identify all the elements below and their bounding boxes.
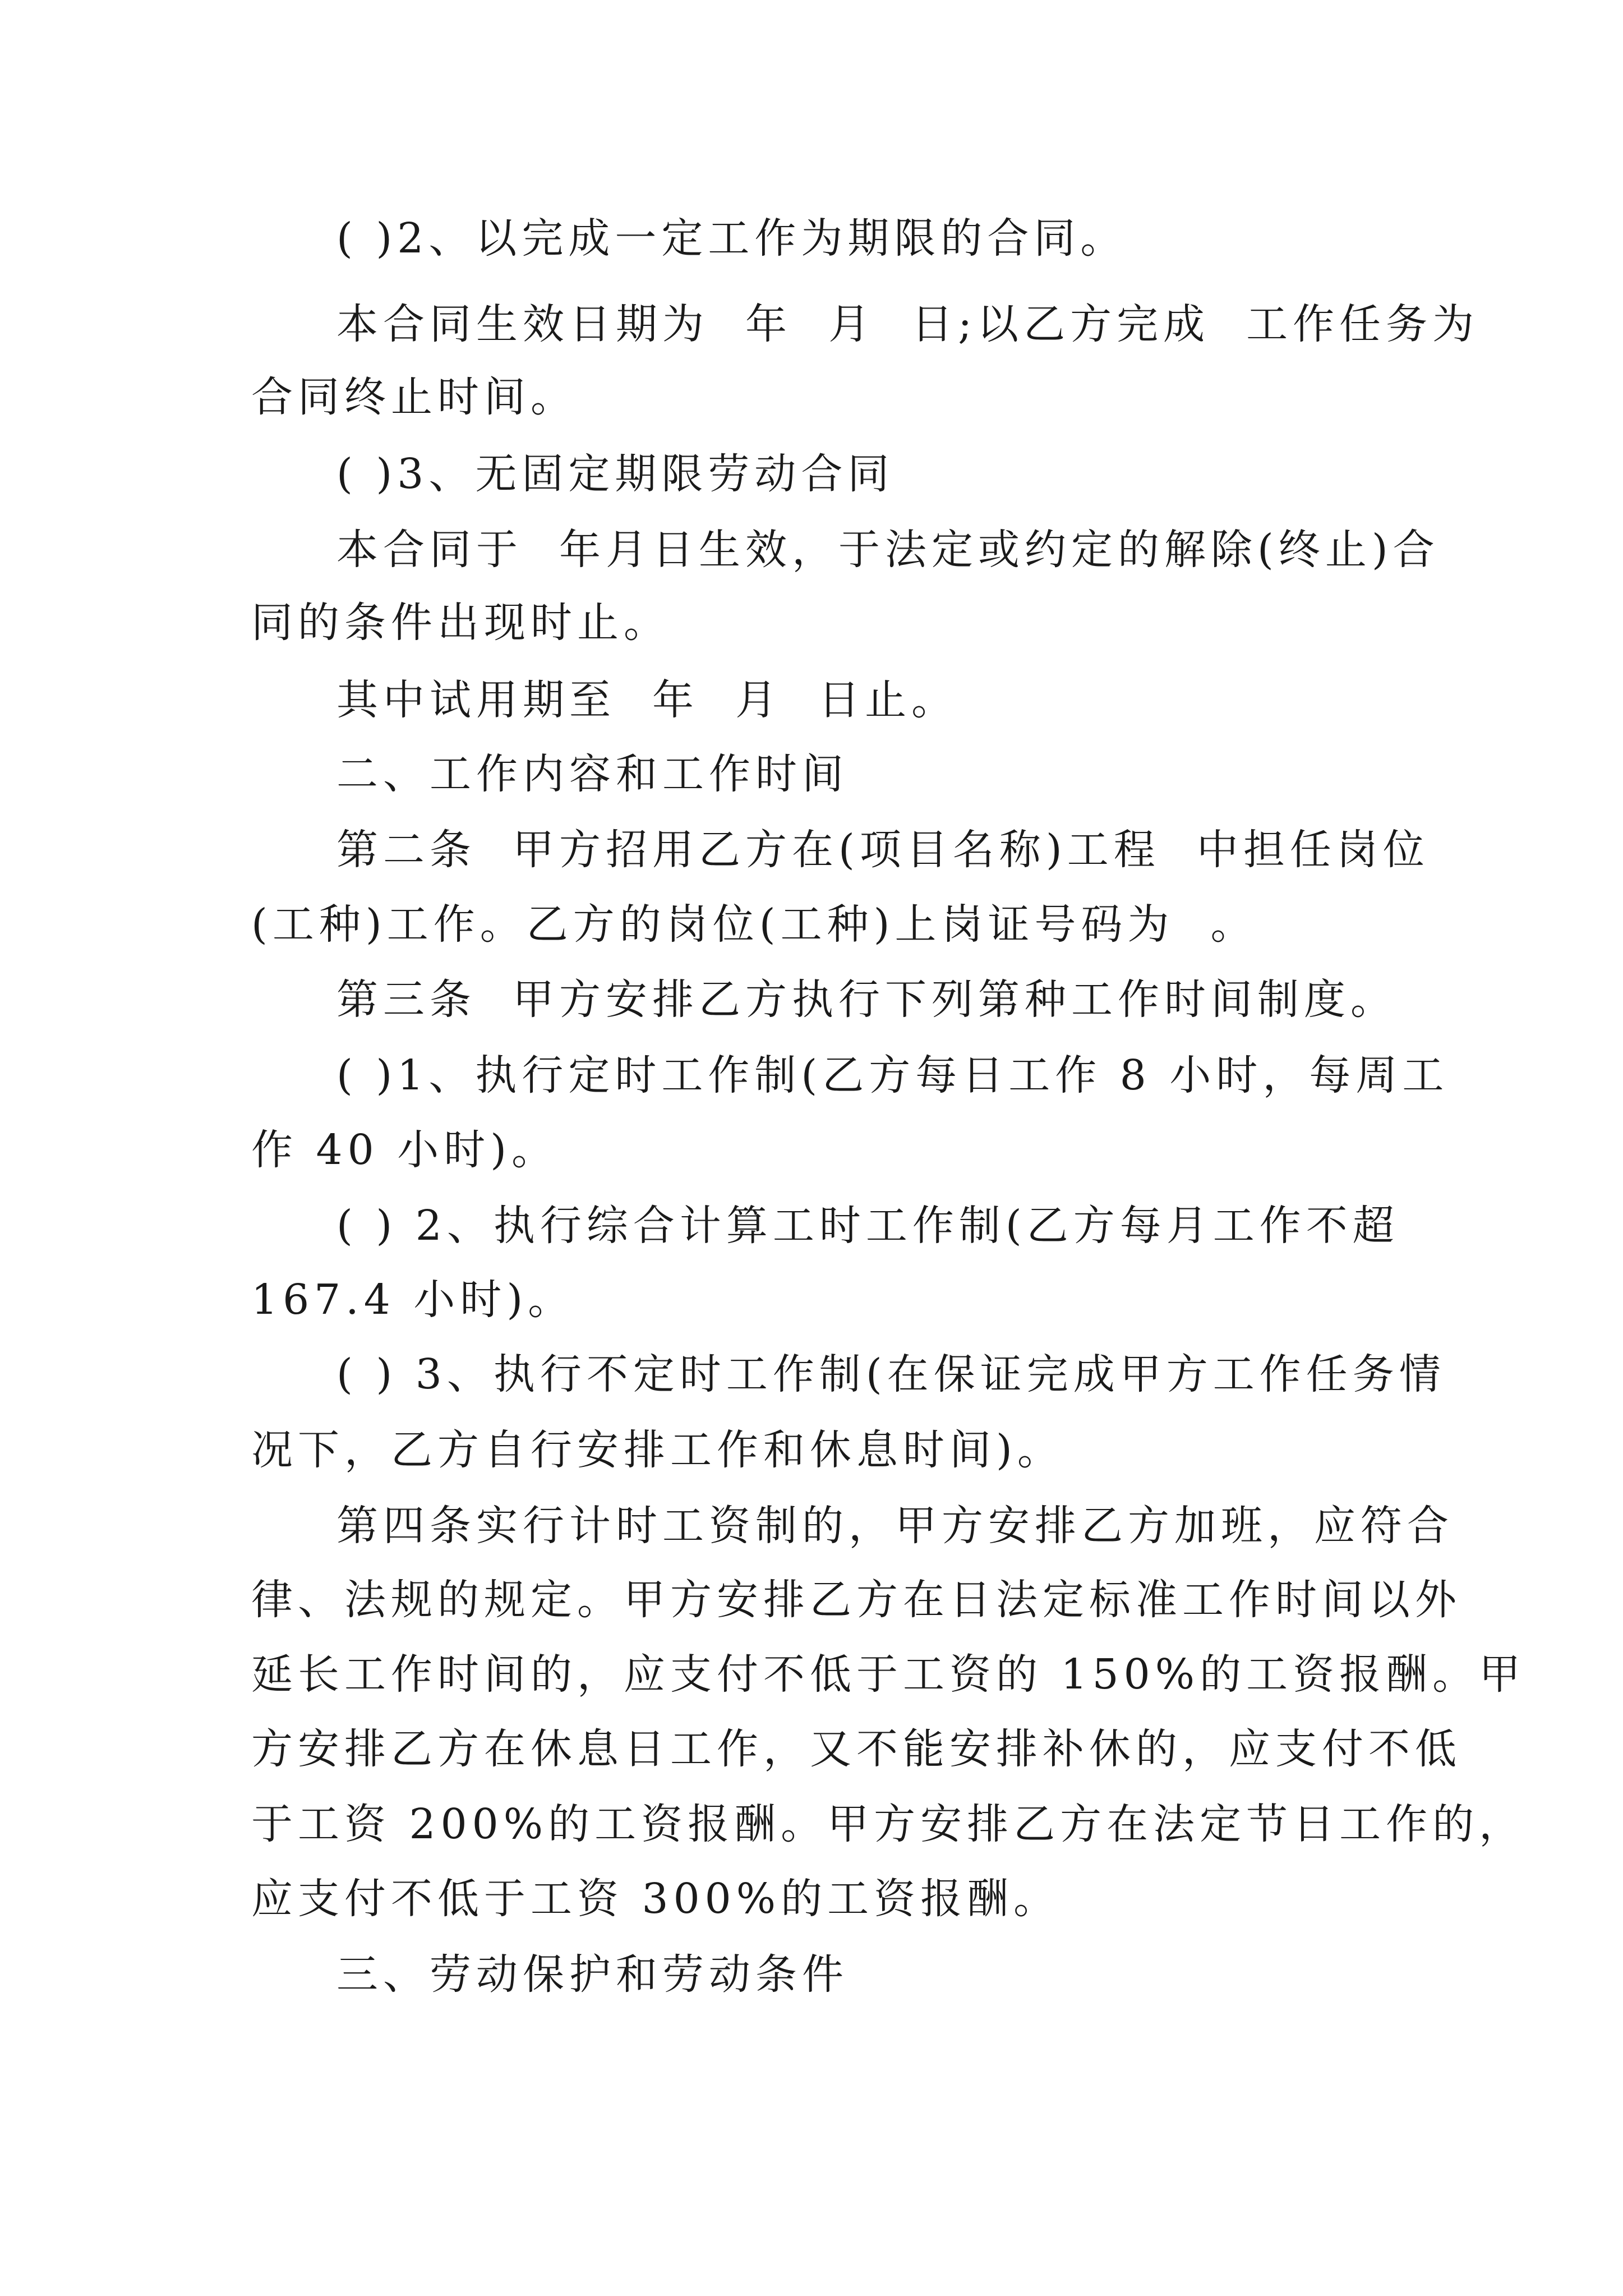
section-heading-work-content: 二、工作内容和工作时间 [336,750,849,798]
article-4-text-cont-3: 方安排乙方在休息日工作，又不能安排补休的，应支付不低 [251,1725,1461,1773]
clause-option-comprehensive-hours: ( ) 2、执行综合计算工时工作制(乙方每月工作不超 [336,1202,1399,1250]
paragraph-contract-validity-cont: 同的条件出现时止。 [251,599,670,647]
clause-option-flexible-hours: ( ) 3、执行不定时工作制(在保证完成甲方工作任务情 [336,1350,1446,1398]
paragraph-effective-date-cont: 合同终止时间。 [251,373,577,421]
article-4-text-cont-4: 于工资 200%的工资报酬。甲方安排乙方在法定节日工作的， [251,1800,1526,1848]
clause-option-comprehensive-cont: 167.4 小时)。 [251,1276,575,1324]
clause-option-flexible-hours-cont: 况下，乙方自行安排工作和休息时间)。 [251,1426,1064,1474]
article-4-text: 第四条实行计时工资制的，甲方安排乙方加班，应符合 [336,1502,1454,1550]
paragraph-probation-period: 其中试用期至 年 月 日止。 [336,676,958,724]
clause-option-open-ended-contract: ( )3、无固定期限劳动合同 [336,450,895,498]
article-2-text-cont: (工种)工作。乙方的岗位(工种)上岗证号码为 。 [251,900,1257,949]
paragraph-effective-date: 本合同生效日期为 年 月 日;以乙方完成 工作任务为 [336,300,1479,348]
article-4-text-cont-1: 律、法规的规定。甲方安排乙方在日法定标准工作时间以外 [251,1576,1461,1624]
article-2-text: 第二条 甲方招用乙方在(项目名称)工程 中担任岗位 [336,826,1430,874]
clause-option-standard-hours: ( )1、执行定时工作制(乙方每日工作 8 小时，每周工 [336,1051,1449,1099]
article-4-text-cont-5: 应支付不低于工资 300%的工资报酬。 [251,1875,1061,1923]
section-heading-labor-protection: 三、劳动保护和劳动条件 [336,1950,849,1999]
paragraph-contract-validity: 本合同于 年月日生效，于法定或约定的解除(终止)合 [336,526,1440,574]
article-4-text-cont-2: 延长工作时间的，应支付不低于工资的 150%的工资报酬。甲 [251,1650,1526,1699]
clause-option-fixed-task-contract: ( )2、以完成一定工作为期限的合同。 [336,214,1127,263]
article-3-text: 第三条 甲方安排乙方执行下列第种工作时间制度。 [336,976,1398,1024]
clause-option-standard-hours-cont: 作 40 小时)。 [251,1126,559,1174]
